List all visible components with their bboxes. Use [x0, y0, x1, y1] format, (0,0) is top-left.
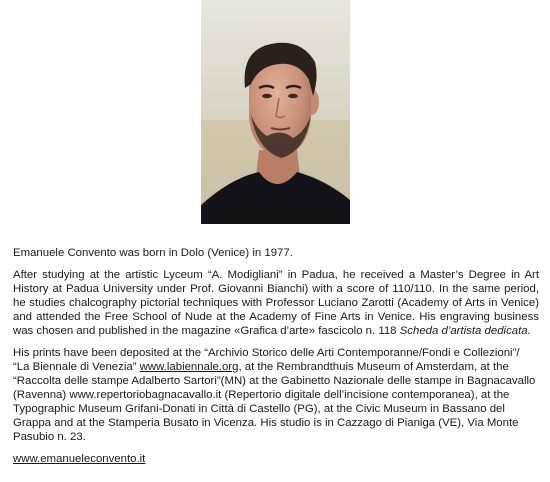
bio-collections-paragraph	[13, 346, 539, 444]
artist-biography	[13, 246, 539, 474]
bio-birth-paragraph: Emanuele Convento was born in Dolo (Venice) in 1977.	[13, 247, 293, 259]
bio-collections-text-start: His prints have been deposited at the “Archivio Storico delle Arti Contemporanne/Fondi e Collezioni”/ “La Biennale di Venezia”	[13, 347, 520, 373]
artist-portrait-photo	[201, 0, 350, 224]
labiennale-link[interactable]: www.labiennale.org	[139, 361, 239, 373]
portrait-image	[201, 0, 350, 224]
website-paragraph	[13, 452, 539, 466]
bio-publication-title: Scheda d’artista dedicata.	[399, 325, 531, 337]
artist-website-link[interactable]: www.emanueleconvento.it	[13, 453, 146, 465]
bio-education-paragraph	[13, 268, 539, 338]
bio-collections-text-end: , at the Rembrandthuis Museum of Amsterdam, at the “Raccolta delle stampe Adalberto Sartori”(MN) at the Gabinetto Nazionale delle stampe in Bagnacavallo (Ravenna) www.repertoriobagnacavallo.it (Repertorio digitale dell’incisione contemporanea), at the Typographic Museum Grifani-Donati in Città di Castello (PG), at the Civic Museum in Bassano del Grappa and at the Stamperia Busato in Vicenza. His studio is in Cazzago di Pianiga (VE), Via Monte Pasubio n. 23.	[13, 361, 536, 443]
bio-education-text: After studying at the artistic Lyceum “A. Modigliani” in Padua, he received a Master’s Degree in Art History at Padua University under Prof. Giovanni Bianchi) with a score of 110/110. In the same period, he studies chalcography pictorial techniques with Professor Luciano Zarotti (Academy of Arts in Venice) and attended the Free School of Nude at the Academy of Fine Arts in Venice. His engraving business was chosen and published in the magazine «Grafica d’arte» fascicolo n. 118	[13, 269, 539, 337]
